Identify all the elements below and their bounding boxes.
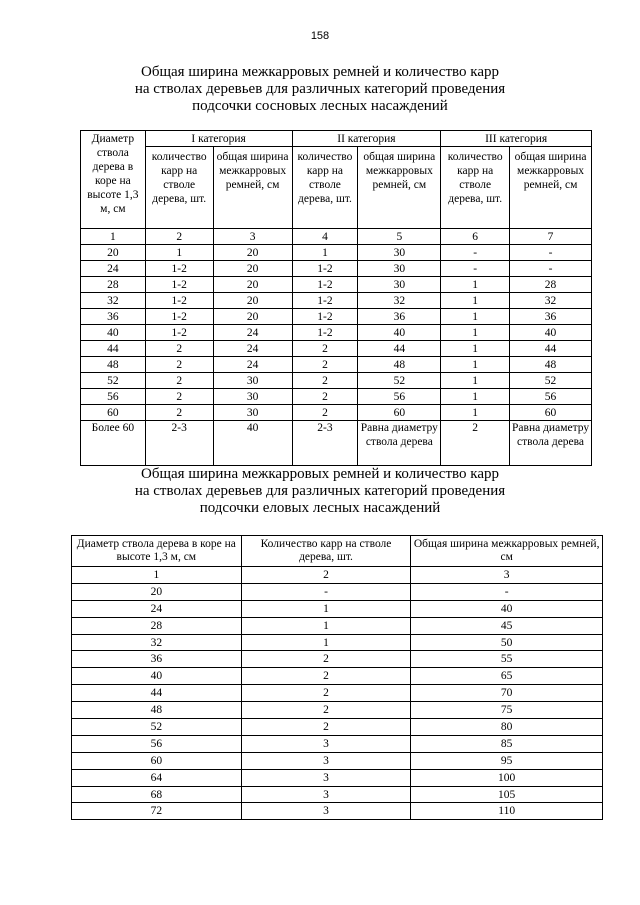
pine-table-cell: 1	[441, 309, 510, 325]
spruce-table-cell: 75	[411, 702, 603, 719]
spruce-table-cell: 68	[72, 786, 242, 803]
spruce-table-cell: 3	[241, 735, 411, 752]
pine-table-row	[81, 293, 592, 309]
spruce-table-cell: 100	[411, 769, 603, 786]
pine-table-cell: 2	[145, 405, 213, 421]
spruce-table-cell: 2	[241, 567, 411, 584]
pine-table-cell: 44	[81, 341, 146, 357]
pine-table-cell: 1-2	[292, 309, 358, 325]
pine-table-cell: 40	[213, 421, 292, 466]
pine-table-cell: 60	[510, 405, 592, 421]
spruce-table-cell: 48	[72, 702, 242, 719]
pine-table-cell: 60	[81, 405, 146, 421]
spruce-table-cell: 95	[411, 752, 603, 769]
pine-table-cell: 36	[358, 309, 441, 325]
pine-table-cell: 52	[358, 373, 441, 389]
spruce-header-count: Количество карр на стволе дерева, шт.	[241, 536, 411, 567]
pine-table-cell: 28	[510, 277, 592, 293]
spruce-table-cell: 1	[241, 600, 411, 617]
spruce-table-cell: 70	[411, 685, 603, 702]
pine-table-cell: 36	[81, 309, 146, 325]
pine-table-cell: -	[510, 261, 592, 277]
pine-table-cell: -	[441, 245, 510, 261]
pine-table-cell: 2	[292, 389, 358, 405]
pine-table-cell: 30	[213, 373, 292, 389]
pine-table-cell: 3	[213, 229, 292, 245]
pine-table-cell: 32	[358, 293, 441, 309]
pine-table-cell: 1	[441, 277, 510, 293]
pine-table-cell: 56	[510, 389, 592, 405]
pine-table-cell: 1-2	[145, 325, 213, 341]
pine-table-cell: 30	[358, 261, 441, 277]
spruce-table-cell: 80	[411, 719, 603, 736]
pine-table-cell: Равна диаметру ствола дерева	[510, 421, 592, 466]
pine-table-cell: 48	[358, 357, 441, 373]
pine-table-cell: 1-2	[292, 325, 358, 341]
spruce-table-row	[72, 600, 603, 617]
spruce-table-cell: -	[411, 583, 603, 600]
spruce-table-row	[72, 567, 603, 584]
spruce-table-cell: 72	[72, 803, 242, 820]
pine-table-body	[81, 229, 592, 466]
spruce-table-row	[72, 668, 603, 685]
spruce-table-cell: 110	[411, 803, 603, 820]
pine-table-cell: 24	[213, 357, 292, 373]
spruce-table-cell: 3	[241, 769, 411, 786]
spruce-table-cell: 45	[411, 617, 603, 634]
pine-table-cell: 32	[81, 293, 146, 309]
pine-table-cell: 2-3	[145, 421, 213, 466]
spruce-table-cell: 60	[72, 752, 242, 769]
pine-table-cell: 1	[145, 245, 213, 261]
spruce-table-row	[72, 702, 603, 719]
pine-table-cell: 24	[213, 325, 292, 341]
pine-table-cell: 48	[510, 357, 592, 373]
pine-header-width: общая ширина межкарровых ремней, см	[213, 147, 292, 229]
pine-table-cell: 56	[81, 389, 146, 405]
pine-table-cell: 1	[441, 357, 510, 373]
pine-header-count: количество карр на стволе дерева, шт.	[292, 147, 358, 229]
pine-table-cell: 1-2	[292, 261, 358, 277]
spruce-table-cell: 50	[411, 634, 603, 651]
spruce-header-width: Общая ширина межкарровых ремней, см	[411, 536, 603, 567]
pine-table-cell: 20	[213, 261, 292, 277]
spruce-table-cell: 2	[241, 668, 411, 685]
spruce-table-cell: 24	[72, 600, 242, 617]
pine-table-cell: 20	[213, 245, 292, 261]
pine-table-cell: 2	[145, 373, 213, 389]
pine-title-line: Общая ширина межкарровых ремней и количество карр	[141, 64, 499, 80]
pine-table-cell: 1-2	[292, 277, 358, 293]
pine-header-width: общая ширина межкарровых ремней, см	[510, 147, 592, 229]
spruce-table-cell: 40	[411, 600, 603, 617]
pine-table-cell: 52	[81, 373, 146, 389]
spruce-table-cell: 56	[72, 735, 242, 752]
pine-table-cell: 2	[292, 373, 358, 389]
page-number: 158	[310, 30, 330, 42]
spruce-table-title	[0, 466, 640, 517]
spruce-table-row	[72, 651, 603, 668]
spruce-table-cell: 1	[241, 617, 411, 634]
spruce-table-cell: 1	[241, 634, 411, 651]
pine-table-cell: 24	[213, 341, 292, 357]
spruce-table-cell: 3	[241, 803, 411, 820]
pine-table-cell: 1	[441, 341, 510, 357]
pine-table-cell: 40	[81, 325, 146, 341]
pine-table-cell: 2	[145, 357, 213, 373]
pine-table-cell: 56	[358, 389, 441, 405]
pine-table-cell: 1	[441, 405, 510, 421]
spruce-table-cell: 55	[411, 651, 603, 668]
spruce-table-row	[72, 786, 603, 803]
spruce-table-cell: 44	[72, 685, 242, 702]
spruce-table	[71, 535, 603, 820]
pine-table-cell: 1	[441, 293, 510, 309]
spruce-title-line: Общая ширина межкарровых ремней и количество карр	[141, 466, 499, 482]
pine-header-count: количество карр на стволе дерева, шт.	[441, 147, 510, 229]
pine-table-cell: 30	[213, 389, 292, 405]
pine-table-cell: 30	[213, 405, 292, 421]
spruce-table-cell: 1	[72, 567, 242, 584]
spruce-table-cell: 28	[72, 617, 242, 634]
pine-table-cell: 2	[441, 421, 510, 466]
spruce-header-diameter: Диаметр ствола дерева в коре на высоте 1,3 м, см	[72, 536, 242, 567]
pine-table-row	[81, 277, 592, 293]
spruce-table-cell: 85	[411, 735, 603, 752]
pine-title-line: подсочки сосновых лесных насаждений	[192, 98, 448, 114]
pine-header-count: количество карр на стволе дерева, шт.	[145, 147, 213, 229]
pine-table-cell: 48	[81, 357, 146, 373]
spruce-table-cell: 105	[411, 786, 603, 803]
pine-table-cell: 2-3	[292, 421, 358, 466]
pine-table-cell: 2	[292, 357, 358, 373]
spruce-table-cell: 40	[72, 668, 242, 685]
pine-table-cell: 28	[81, 277, 146, 293]
pine-table-cell: 32	[510, 293, 592, 309]
pine-table-cell: 40	[358, 325, 441, 341]
pine-table-cell: 2	[145, 341, 213, 357]
pine-header-category-2: II категория	[292, 131, 441, 147]
spruce-table-cell: 3	[411, 567, 603, 584]
pine-table-cell: 1	[292, 245, 358, 261]
pine-table-row	[81, 389, 592, 405]
pine-table-row	[81, 357, 592, 373]
pine-table-cell: 6	[441, 229, 510, 245]
pine-table-cell: 40	[510, 325, 592, 341]
spruce-table-row	[72, 634, 603, 651]
pine-table-cell: 1-2	[145, 309, 213, 325]
spruce-table-cell: 2	[241, 702, 411, 719]
spruce-table-row	[72, 735, 603, 752]
pine-table-cell: 1	[441, 373, 510, 389]
pine-header-width: общая ширина межкарровых ремней, см	[358, 147, 441, 229]
pine-table-cell: 20	[213, 277, 292, 293]
spruce-table-row	[72, 803, 603, 820]
spruce-table-cell: 20	[72, 583, 242, 600]
pine-table-title	[0, 64, 640, 115]
pine-table-cell: 1-2	[145, 293, 213, 309]
pine-table-cell: 2	[145, 229, 213, 245]
spruce-table-cell: -	[241, 583, 411, 600]
pine-table-cell: 1	[81, 229, 146, 245]
pine-table-cell: 44	[510, 341, 592, 357]
pine-table-row	[81, 405, 592, 421]
spruce-table-row	[72, 685, 603, 702]
pine-table-row	[81, 309, 592, 325]
spruce-table-cell: 2	[241, 719, 411, 736]
pine-table-row	[81, 325, 592, 341]
pine-header-category-3: III категория	[441, 131, 592, 147]
pine-table-cell: 2	[292, 405, 358, 421]
pine-table-cell: 1	[441, 325, 510, 341]
pine-title-line: на стволах деревьев для различных категорий проведения	[134, 81, 506, 97]
spruce-table-row	[72, 719, 603, 736]
pine-table-cell: 30	[358, 245, 441, 261]
pine-table-cell: 20	[81, 245, 146, 261]
pine-table-cell: 44	[358, 341, 441, 357]
pine-table-cell: 36	[510, 309, 592, 325]
pine-table-cell: 24	[81, 261, 146, 277]
spruce-table-cell: 2	[241, 651, 411, 668]
pine-table-row	[81, 373, 592, 389]
spruce-table-cell: 65	[411, 668, 603, 685]
spruce-table-row	[72, 583, 603, 600]
spruce-table-row	[72, 617, 603, 634]
spruce-table-cell: 32	[72, 634, 242, 651]
spruce-title-line: на стволах деревьев для различных категорий проведения	[134, 483, 506, 499]
pine-table-cell: Равна диаметру ствола дерева	[358, 421, 441, 466]
pine-table-cell: 2	[292, 341, 358, 357]
spruce-table-cell: 2	[241, 685, 411, 702]
pine-table-cell: -	[441, 261, 510, 277]
pine-table	[80, 130, 592, 466]
pine-table-row	[81, 341, 592, 357]
spruce-table-body	[72, 567, 603, 820]
pine-table-cell: -	[510, 245, 592, 261]
pine-table-cell: Более 60	[81, 421, 146, 466]
spruce-table-cell: 3	[241, 786, 411, 803]
spruce-table-row	[72, 769, 603, 786]
pine-header-diameter: Диаметр ствола дерева в коре на высоте 1,3 м, см	[81, 131, 146, 229]
spruce-table-cell: 64	[72, 769, 242, 786]
pine-table-row	[81, 261, 592, 277]
pine-table-row	[81, 229, 592, 245]
spruce-table-cell: 52	[72, 719, 242, 736]
pine-table-cell: 1-2	[145, 277, 213, 293]
pine-header-category-1: I категория	[145, 131, 292, 147]
pine-table-cell: 60	[358, 405, 441, 421]
pine-table-cell: 5	[358, 229, 441, 245]
pine-table-cell: 2	[145, 389, 213, 405]
pine-table-cell: 20	[213, 293, 292, 309]
pine-table-cell: 1	[441, 389, 510, 405]
pine-table-row	[81, 421, 592, 466]
spruce-table-row	[72, 752, 603, 769]
pine-table-cell: 52	[510, 373, 592, 389]
spruce-table-cell: 3	[241, 752, 411, 769]
pine-table-cell: 7	[510, 229, 592, 245]
pine-table-cell: 30	[358, 277, 441, 293]
spruce-title-line: подсочки еловых лесных насаждений	[199, 500, 441, 516]
pine-table-cell: 1-2	[145, 261, 213, 277]
pine-table-cell: 1-2	[292, 293, 358, 309]
spruce-table-cell: 36	[72, 651, 242, 668]
pine-table-cell: 20	[213, 309, 292, 325]
pine-table-row	[81, 245, 592, 261]
pine-table-cell: 4	[292, 229, 358, 245]
